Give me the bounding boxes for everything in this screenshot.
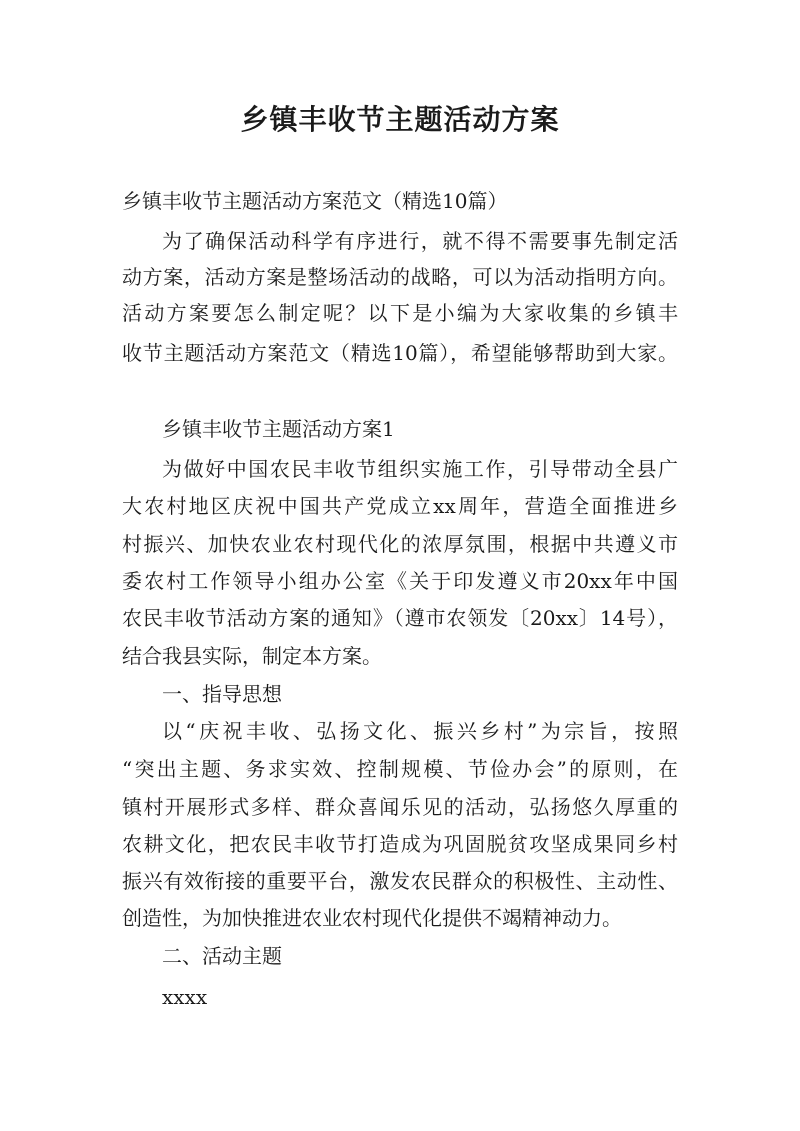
heading-guiding-ideology: 一、指导思想 bbox=[162, 682, 282, 706]
section-1-line-1: 为做好中国农民丰收节组织实施工作，引导带动全县广 bbox=[162, 457, 678, 481]
section-1-line-5: 农民丰收节活动方案的通知》（遵市农领发〔20xx〕14号）， bbox=[122, 606, 678, 630]
guiding-line-5: 振兴有效衔接的重要平台，激发农民群众的积极性、主动性、 bbox=[122, 869, 678, 893]
activity-theme-text: xxxx bbox=[162, 985, 208, 1009]
guiding-line-1: 以“庆祝丰收、弘扬文化、振兴乡村”为宗旨，按照 bbox=[162, 719, 678, 743]
guiding-line-3: 镇村开展形式多样、群众喜闻乐见的活动，弘扬悠久厚重的 bbox=[122, 795, 678, 819]
section-1-line-2: 大农村地区庆祝中国共产党成立xx周年，营造全面推进乡 bbox=[122, 494, 678, 518]
intro-line-2: 动方案，活动方案是整场活动的战略，可以为活动指明方向。 bbox=[122, 265, 678, 289]
document-title: 乡镇丰收节主题活动方案 bbox=[240, 103, 560, 136]
section-1-line-6: 结合我县实际，制定本方案。 bbox=[122, 644, 382, 668]
intro-line-3: 活动方案要怎么制定呢？以下是小编为大家收集的乡镇丰 bbox=[122, 301, 678, 325]
guiding-line-6: 创造性，为加快推进农业农村现代化提供不竭精神动力。 bbox=[122, 906, 622, 930]
intro-line-1: 为了确保活动科学有序进行，就不得不需要事先制定活 bbox=[162, 229, 678, 253]
intro-line-4: 收节主题活动方案范文（精选10篇），希望能够帮助到大家。 bbox=[122, 341, 678, 365]
section-1-line-4: 委农村工作领导小组办公室《关于印发遵义市20xx年中国 bbox=[122, 569, 678, 593]
section-1-heading: 乡镇丰收节主题活动方案1 bbox=[162, 417, 395, 441]
section-1-line-3: 村振兴、加快农业农村现代化的浓厚氛围，根据中共遵义市 bbox=[122, 532, 678, 556]
guiding-line-4: 农耕文化，把农民丰收节打造成为巩固脱贫攻坚成果同乡村 bbox=[122, 832, 678, 856]
document-subtitle: 乡镇丰收节主题活动方案范文（精选10篇） bbox=[122, 189, 508, 213]
heading-activity-theme: 二、活动主题 bbox=[162, 944, 282, 968]
guiding-line-2: “突出主题、务求实效、控制规模、节俭办会”的原则，在 bbox=[122, 757, 678, 781]
